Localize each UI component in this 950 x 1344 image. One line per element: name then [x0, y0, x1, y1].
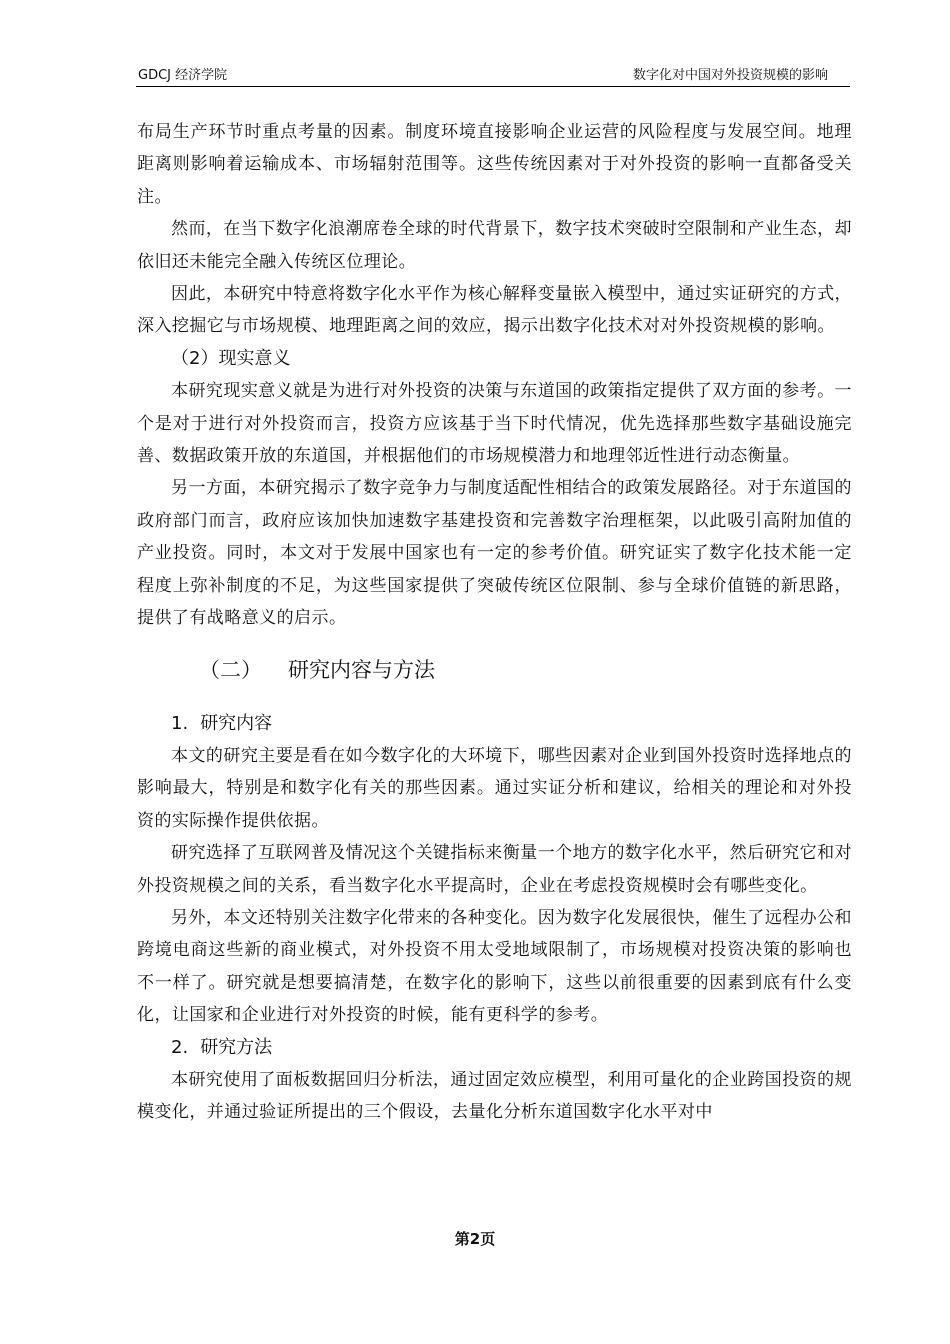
subsection-title: 研究方法	[200, 1036, 273, 1058]
section-title: 研究内容与方法	[288, 657, 435, 682]
paragraph: 然而，在当下数字化浪潮席卷全球的时代背景下，数字技术突破时空限制和产业生态，却依旧还未能完全融入传统区位理论。	[137, 219, 852, 272]
header-paper-title: 数字化对中国对外投资规模的影响	[632, 68, 828, 83]
subsection-heading	[137, 708, 852, 740]
section-heading	[137, 635, 852, 708]
subsection-heading	[137, 1032, 852, 1064]
paragraph: 另一方面，本研究揭示了数字竞争力与制度适配性相结合的政策发展路径。对于东道国的政府部门而言，政府应该加快加速数字基建投资和完善数字治理框架，以此吸引高附加值的产业投资。同时，本文对于发展中国家也有一定的参考价值。研究证实了数字化技术能一定程度上弥补制度的不足，为这些国家提供了突破传统区位限制、参与全球价值链的新思路，提供了有战略意义的启示。	[137, 478, 852, 629]
body-text	[137, 116, 852, 1129]
paragraph: 本研究现实意义就是为进行对外投资的决策与东道国的政策指定提供了双方面的参考。一个是对于进行对外投资而言，投资方应该基于当下时代情况，优先选择那些数字基础设施完善、数据政策开放的东道国，并根据他们的市场规模潜力和地理邻近性进行动态衡量。	[137, 381, 852, 467]
paragraph: 研究选择了互联网普及情况这个关键指标来衡量一个地方的数字化水平，然后研究它和对外投资规模之间的关系，看当数字化水平提高时，企业在考虑投资规模时会有哪些变化。	[137, 843, 852, 896]
header-institution: GDCJ 经济学院	[138, 68, 228, 83]
running-header	[136, 64, 850, 87]
paragraph: 因此，本研究中特意将数字化水平作为核心解释变量嵌入模型中，通过实证研究的方式，深入挖掘它与市场规模、地理距离之间的效应，揭示出数字化技术对对外投资规模的影响。	[137, 284, 852, 337]
subsection-heading: （2）现实意义	[171, 347, 291, 369]
paragraph: 另外，本文还特别关注数字化带来的各种变化。因为数字化发展很快，催生了远程办公和跨境电商这些新的商业模式，对外投资不用太受地域限制了，市场规模对投资决策的影响也不一样了。研究就是想要搞清楚，在数字化的影响下，这些以前很重要的因素到底有什么变化，让国家和企业进行对外投资的时候，能有更科学的参考。	[137, 907, 852, 1026]
paragraph: 本文的研究主要是看在如今数字化的大环境下，哪些因素对企业到国外投资时选择地点的影响最大，特别是和数字化有关的那些因素。通过实证分析和建议，给相关的理论和对外投资的实际操作提供依据。	[137, 745, 852, 831]
section-number: （二）	[199, 657, 262, 682]
paragraph: 布局生产环节时重点考量的因素。制度环境直接影响企业运营的风险程度与发展空间。地理距离则影响着运输成本、市场辐射范围等。这些传统因素对于对外投资的影响一直都备受关注。	[137, 122, 852, 207]
page-number: 第2页	[454, 1230, 496, 1248]
subsection-number: 1.	[171, 712, 189, 734]
subsection-title: 研究内容	[200, 712, 273, 734]
subsection-number: 2.	[171, 1036, 189, 1058]
paragraph: 本研究使用了面板数据回归分析法，通过固定效应模型，利用可量化的企业跨国投资的规模变化，并通过验证所提出的三个假设，去量化分析东道国数字化水平对中	[137, 1069, 852, 1123]
